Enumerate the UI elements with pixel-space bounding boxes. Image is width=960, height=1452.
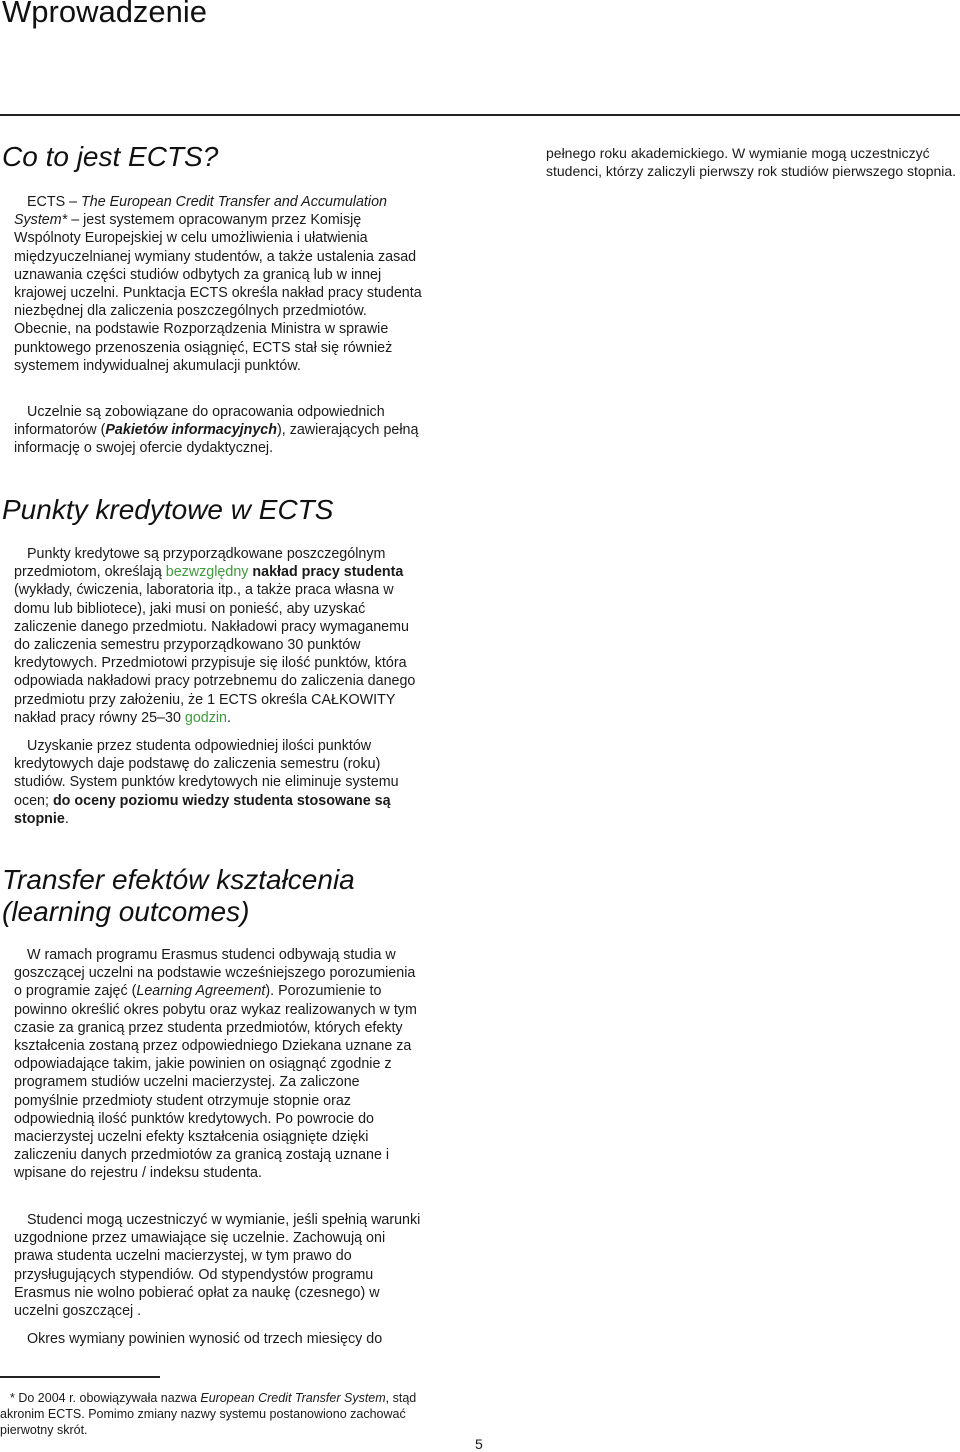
ects-p1-text-1: ECTS –	[27, 194, 82, 210]
credits-paragraph-2	[14, 737, 424, 828]
ects-paragraph-1	[14, 193, 424, 375]
ects-paragraph-2	[14, 403, 424, 458]
header-rule	[0, 114, 960, 116]
credits-p1-text-5: (wykłady, ćwiczenia, laboratoria itp., a także praca własna w domu lub bibliotece), jaki musi on ponieść, aby uzyskać zaliczenie danego przedmiotu. Nakładowi pracy wymaganemu do zaliczenia semestru przyporządkowano 30 punktów kredytowych. Przedmiotowi przypisuje się ilość punktów, która odpowiada nakładowi pracy potrzebnemu do zaliczenia danego przedmiotu przy założeniu, że 1 ECTS określa CAŁKOWITY nakład pracy równy 25–30	[14, 582, 416, 726]
section-heading-credits: Punkty kredytowe w ECTS	[2, 494, 334, 525]
transfer-heading-line-2: (learning outcomes)	[2, 896, 250, 927]
transfer-p1-text-3: ). Porozumienie to powinno określić okres pobytu oraz wykaz realizowanych w tym czasie za granicą przez studenta przedmiotów, których efekty kształcenia zostaną przez odpowiedniego Dziekana uznane za odpowiadające takim, jakie powinien on osiągnąć zgodnie z programem studiów uczelni macierzystej. Za zaliczone pomyślnie przedmioty student otrzymuje stopnie oraz odpowiednią ilość punktów kredytowych. Po powrocie do macierzystej uczelni efekty kształcenia osiągnięte dzięki zaliczeniu danych przedmiotów za granicą zostają uznane i wpisane do rejestru / indeksu studenta.	[14, 983, 417, 1182]
hours-term: godzin	[184, 709, 228, 726]
ects-p1-text-3: – jest systemem opracowanym przez Komisję Wspólnoty Europejskiej w celu umożliwienia i ułatwienia międzyuczelnianej wymiany studentów, a także ustalenia zasad uznawania części studiów odbytych za granicą lub w innej krajowej uczelni. Punktacja ECTS określa nakład pracy studenta niezbędnej dla zaliczenia poszczególnych przedmiotów. Obecnie, na podstawie Rozporządzenia Ministra w sprawie punktowego przenoszenia osiągnięć, ECTS stał się również systemem indywidualnej akumulacji punktów.	[14, 212, 422, 374]
credits-p2-text-1: Uzyskanie przez studenta odpowiedniej ilości punktów kredytowych daje podstawę do zaliczenia semestru (roku) studiów. System punktów kredytowych nie eliminuje systemu ocen;	[14, 738, 399, 809]
credits-p1-text-7: .	[227, 709, 231, 726]
transfer-heading-line-1: Transfer efektów kształcenia	[2, 864, 355, 895]
footnote-rule	[0, 1376, 160, 1378]
section-heading-ects: Co to jest ECTS?	[2, 141, 219, 172]
absolute-term: bezwzględny	[165, 564, 249, 581]
transfer-p1-text-1: W ramach programu Erasmus studenci odbywają studia w goszczącej uczelni na podstawie wcześniejszego porozumienia o programie zajęć (	[14, 947, 416, 1000]
footnote-text-1: * Do 2004 r. obowiązywała nazwa	[10, 1391, 201, 1405]
ects-full-name: The European Credit Transfer and Accumulation System*	[14, 194, 387, 229]
info-packages-term: Pakietów informacyjnych	[105, 422, 277, 439]
page-header-title: Wprowadzenie	[2, 0, 208, 29]
footnote-old-name: European Credit Transfer System	[200, 1391, 386, 1405]
transfer-paragraph-3-continued: pełnego roku akademickiego. W wymianie mogą uczestniczyć studenci, którzy zaliczyli pierwszy rok studiów pierwszego stopnia.	[546, 145, 957, 179]
credits-p2-text-3: .	[64, 810, 69, 827]
footnote	[0, 1390, 425, 1438]
credits-paragraph-1	[14, 545, 424, 727]
transfer-paragraph-2: Studenci mogą uczestniczyć w wymianie, jeśli spełnią warunki uzgodnione przez umawiające się uczelnie. Zachowują oni prawa studenta uczelni macierzystej, w tym prawo do przysługujących stypendiów. Od stypendystów programu Erasmus nie wolno pobierać opłat za naukę (czesnego) w uczelni goszczącej .	[14, 1212, 421, 1320]
workload-term: nakład pracy studenta	[252, 564, 404, 581]
page-number: 5	[475, 1436, 483, 1452]
transfer-paragraph-3: Okres wymiany powinien wynosić od trzech miesięcy do	[27, 1331, 383, 1347]
footnote-text-3: , stąd akronim ECTS. Pomimo zmiany nazwy systemu postanowiono zachować pierwotny skrót.	[0, 1391, 417, 1437]
learning-agreement-term: Learning Agreement	[136, 983, 266, 1000]
transfer-paragraph-1	[14, 946, 424, 1183]
section-heading-transfer	[2, 864, 355, 928]
ects-p2-text-1: Uczelnie są zobowiązane do opracowania odpowiednich informatorów (	[14, 404, 385, 439]
ects-p2-text-3: ), zawierających pełną informację o swojej ofercie dydaktycznej.	[14, 422, 419, 457]
grading-statement: do oceny poziomu wiedzy studenta stosowane są stopnie	[14, 792, 391, 827]
credits-p1-text-1: Punkty kredytowe są przyporządkowane poszczególnym przedmiotom, określają	[14, 546, 386, 581]
